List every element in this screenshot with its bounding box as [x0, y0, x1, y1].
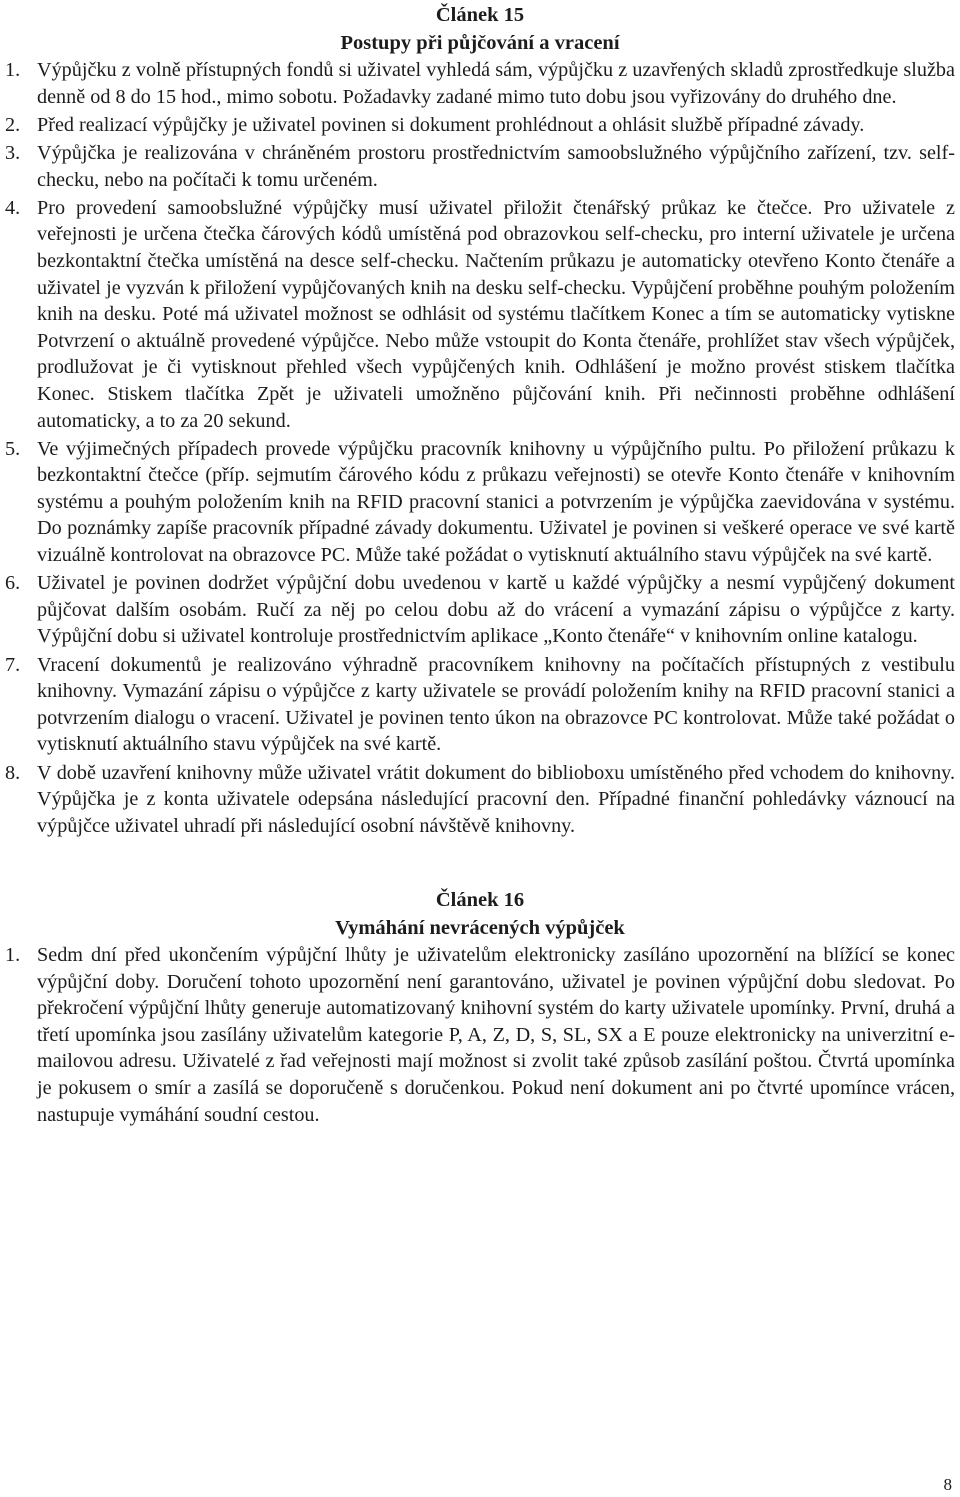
list-item: [5, 112, 955, 139]
article-16-subtitle: Vymáhání nevrácených výpůjček: [335, 916, 625, 939]
list-item: [5, 652, 955, 758]
page-number: 8: [943, 1475, 952, 1494]
item-text: V době uzavření knihovny může uživatel vrátit dokument do biblioboxu umístěného před vchodem do knihovny. Výpůjčka je z konta uživatele odepsána následující pracovní den. Případné finanční pohledávky váznoucí na výpůjčce uživatel uhradí při následující osobní návštěvě knihovny.: [37, 761, 955, 837]
item-text: Sedm dní před ukončením výpůjční lhůty je uživatelům elektronicky zasíláno upozornění na blížící se konec výpůjční doby. Doručení tohoto upozornění není garantováno, uživatel je povinen výpůjční dobu sledovat. Po překročení výpůjční lhůty generuje automatizovaný knihovní systém do karty uživatele upomínky. První, druhá a třetí upomínka jsou zasílány uživatelům kategorie P, A, Z, D, S, SL, SX a E pouze elektronicky na univerzitní e-mailovou adresu. Uživatelé z řad veřejnosti mají možnost si zvolit také způsob zasílání poštou. Čtvrtá upomínka je pokusem o smír a zasílá se doporučeně s doručenkou. Pokud není dokument ani po čtvrté upomínce vrácen, nastupuje vymáhání soudní cestou.: [37, 943, 955, 1126]
item-number: 1.: [5, 59, 21, 81]
article-15-subtitle: Postupy při půjčování a vracení: [340, 32, 620, 54]
item-number: 2.: [5, 113, 21, 136]
item-text: Výpůjčku z volně přístupných fondů si uživatel vyhledá sám, výpůjčku z uzavřených skladů zprostředkuje služba denně od 8 do 15 hod., mimo sobotu. Požadavky zadané mimo tuto dobu jsou vyřizovány do druhého dne.: [37, 59, 955, 108]
list-item: [5, 436, 955, 569]
section-spacer: [5, 841, 955, 886]
item-text: Ve výjimečných případech provede výpůjčku pracovník knihovny u výpůjčního pultu. Po přiložení průkazu k bezkontaktní čtečce (příp. sejmutím čárového kódu z průkazu veřejnosti) se otevře Konto čtenáře v knihovním systému a pouhým položením knih na RFID pracovní stanici a potvrzením je výpůjčka zaevidována v systému. Do poznámky zapíše pracovník případné závady dokumentu. Uživatel je povinen si veškeré operace ve své kartě vizuálně kontrolovat na obrazovce PC. Může také požádat o vytisknutí aktuálního stavu výpůjček na své kartě.: [37, 437, 955, 567]
item-number: 4.: [5, 196, 21, 219]
item-number: 3.: [5, 141, 21, 164]
list-item: [5, 942, 955, 1128]
item-text: Pro provedení samoobslužné výpůjčky musí uživatel přiložit čtenářský průkaz ke čtečce. Pro uživatele z veřejnosti je určena čtečka čárových kódů umístěná pod obrazovkou self-checku, pro interní uživatele je určena bezkontaktní čtečka umístěná na desce self-checku. Načtením průkazu je automaticky otevřeno Konto čtenáře a uživatel je vyzván k přiložení vypůjčovaných knih na desku self-checku. Vypůjčení proběhne pouhým položením knih na desku. Poté má uživatel možnost se odhlásit od systému tlačítkem Konec a tím se automaticky vytiskne Potvrzení o aktuálně provedené výpůjčce. Nebo může vstoupit do Konta čtenáře, prohlížet stav všech výpůjček, prodlužovat je či vytisknout přehled všech vypůjčených knih. Odhlášení je možno provést stiskem tlačítka Konec. Stiskem tlačítka Zpět je uživateli umožněno půjčování knih. Při nečinnosti proběhne odhlášení automaticky, a to za 20 sekund.: [37, 196, 955, 432]
article-16-list: [5, 942, 955, 1128]
list-item: [5, 140, 955, 193]
item-text: Uživatel je povinen dodržet výpůjční dobu uvedenou v kartě u každé výpůjčky a nesmí vypůjčený dokument půjčovat dalším osobám. Ručí za něj po celou dobu až do vrácení a vymazání zápisu o výpůjčce z karty. Výpůjční dobu si uživatel kontroluje prostřednictvím aplikace „Konto čtenáře“ v knihovním online katalogu.: [37, 572, 955, 648]
list-item: [5, 570, 955, 650]
item-number: 8.: [5, 761, 21, 784]
article-15-list: [5, 57, 955, 839]
article-15-title: Článek 15: [435, 4, 525, 26]
list-item: [5, 760, 955, 840]
item-text: Vracení dokumentů je realizováno výhradně pracovníkem knihovny na počítačích přístupných z vestibulu knihovny. Vymazání zápisu o výpůjčce z karty uživatele se provádí položením knihy na RFID pracovní stanici a potvrzením dialogu o vracení. Uživatel je povinen tento úkon na obrazovce PC kontrolovat. Může také požádat o vytisknutí aktuálního stavu výpůjček na své kartě.: [37, 653, 955, 756]
item-text: Výpůjčka je realizována v chráněném prostoru prostřednictvím samoobslužného výpůjčního zařízení, tzv. self-checku, nebo na počítači k tomu určeném.: [37, 141, 955, 191]
list-item: [5, 57, 955, 110]
item-number: 1.: [5, 943, 21, 966]
list-item: [5, 195, 955, 434]
item-number: 5.: [5, 437, 21, 460]
item-number: 7.: [5, 653, 21, 676]
article-16-title: Článek 16: [435, 888, 525, 911]
item-number: 6.: [5, 572, 21, 595]
item-text: Před realizací výpůjčky je uživatel povinen si dokument prohlédnout a ohlásit službě případné závady.: [37, 113, 865, 136]
